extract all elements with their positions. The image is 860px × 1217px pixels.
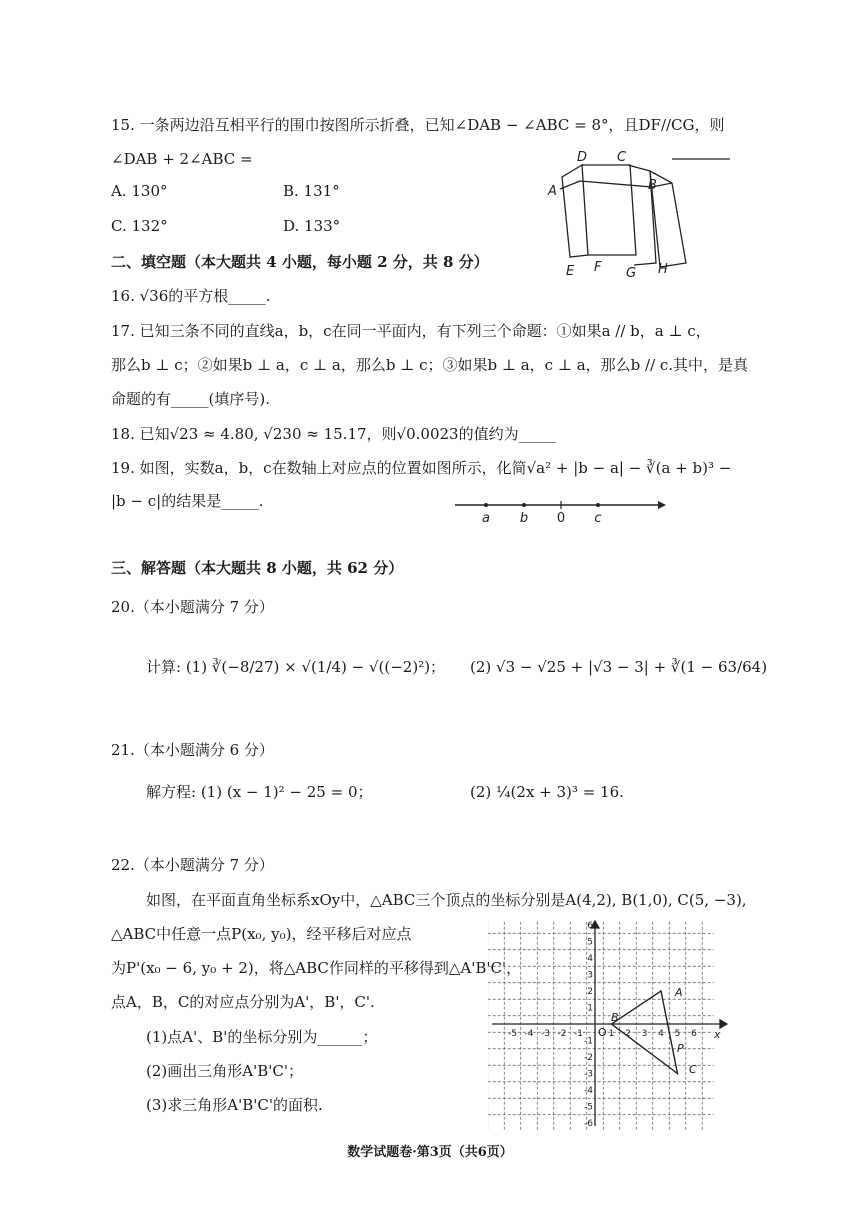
q15-option-d: D. 133° [283, 217, 341, 235]
x-tick-label: 2 [625, 1029, 631, 1039]
y-tick-label: -2 [584, 1053, 593, 1063]
scarf-label-f: F [594, 260, 602, 275]
x-tick-label: 4 [658, 1029, 664, 1039]
q22-line3: 为P'(x₀ − 6, y₀ + 2)，将△ABC作同样的平移得到△A'B'C'， [111, 959, 522, 977]
scarf-label-b: B [648, 178, 657, 193]
y-tick-label: -6 [584, 1119, 593, 1129]
y-tick-label: -4 [584, 1086, 593, 1096]
q22-line2: △ABC中任意一点P(x₀, y₀)，经平移后对应点 [111, 925, 412, 943]
q22-line1: 如图，在平面直角坐标系xOy中，△ABC三个顶点的坐标分别是A(4,2), B(1,0), C(5, −3), [146, 891, 747, 909]
y-tick-label: 5 [587, 937, 593, 948]
q19-line2: |b − c|的结果是_____. [111, 492, 264, 510]
x-tick-label: 3 [641, 1029, 648, 1039]
number-line-label-a: a [482, 511, 490, 526]
scarf-label-c: C [617, 150, 627, 165]
q22-line4: 点A，B，C的对应点分别为A'，B'，C'. [111, 993, 375, 1011]
vertex-label-b: B [611, 1011, 619, 1024]
q21-title: 21.（本小题满分 6 分） [111, 741, 274, 759]
q17-line2: 那么b ⊥ c；②如果b ⊥ a，c ⊥ a，那么b ⊥ c；③如果b ⊥ a，c ⊥ a，那么b // c.其中，是真 [111, 356, 749, 374]
x-tick-label: -2 [557, 1029, 567, 1039]
q17-line1: 17. 已知三条不同的直线a，b，c在同一平面内，有下列三个命题：①如果a // b，a ⊥ c， [111, 322, 711, 340]
x-tick-label: 1 [608, 1029, 615, 1039]
x-axis-label: x [714, 1028, 721, 1041]
q22-sub3: (3)求三角形A'B'C'的面积. [146, 1096, 323, 1114]
number-line-figure [450, 495, 670, 531]
q20-part2: (2) √3 − √25 + |√3 − 3| + ∛(1 − 63/64) [470, 658, 768, 676]
x-tick-label: -3 [541, 1029, 550, 1039]
y-tick-label: 4 [587, 954, 593, 964]
y-tick-label: -5 [584, 1102, 593, 1113]
q15-line1: 15. 一条两边沿互相平行的围巾按图所示折叠，已知∠DAB − ∠ABC = 8°，且DF//CG，则 [111, 116, 725, 134]
scarf-fold-figure [540, 145, 740, 280]
q15-option-b: B. 131° [283, 182, 340, 200]
number-line-label-zero: 0 [556, 511, 566, 526]
q22-sub2: (2)画出三角形A'B'C'； [146, 1062, 303, 1080]
q15-option-c: C. 132° [111, 217, 168, 235]
coordinate-grid-figure [488, 920, 728, 1130]
q16-text: 16. √36的平方根_____. [111, 287, 271, 305]
section3-heading: 三、解答题（本大题共 8 小题，共 62 分） [111, 559, 404, 577]
y-tick-label: 3 [587, 970, 593, 981]
y-tick-label: 2 [587, 987, 593, 997]
q17-line3: 命题的有_____(填序号). [111, 390, 270, 408]
number-line-label-b: b [519, 511, 529, 526]
x-tick-label: 5 [674, 1029, 681, 1039]
section2-heading: 二、填空题（本大题共 4 小题，每小题 2 分，共 8 分） [111, 253, 489, 271]
x-axis-arrow [720, 1020, 727, 1028]
x-tick-label: -1 [574, 1029, 583, 1039]
y-tick-label: -1 [584, 1036, 593, 1047]
number-line-label-c: c [594, 511, 602, 526]
x-tick-label: -5 [508, 1029, 517, 1039]
y-tick-label: 6 [587, 921, 593, 931]
y-tick-label: -3 [584, 1069, 593, 1080]
scarf-label-g: G [626, 266, 637, 280]
q22-title: 22.（本小题满分 7 分） [111, 856, 274, 874]
q19-line1: 19. 如图，实数a，b，c在数轴上对应点的位置如图所示，化简√a² + |b − a| − ∛(a + b)³ − [111, 459, 732, 477]
vertex-label-a: A [675, 986, 683, 999]
x-tick-label: 6 [691, 1029, 697, 1039]
origin-label: O [598, 1026, 607, 1039]
q15-line2: ∠DAB + 2∠ABC = [111, 150, 253, 168]
scarf-label-a: A [548, 184, 557, 199]
scarf-label-h: H [658, 262, 668, 277]
q22-sub1: (1)点A'、B'的坐标分别为______； [146, 1028, 378, 1046]
q20-part1: 计算: (1) ∛(−8/27) × √(1/4) − √((−2)²)； [146, 658, 446, 676]
q18-text: 18. 已知√23 ≈ 4.80, √230 ≈ 15.17，则√0.0023的值约为_____ [111, 425, 557, 443]
q21-part1: 解方程: (1) (x − 1)² − 25 = 0； [146, 783, 373, 801]
vertex-label-c: C [689, 1063, 697, 1076]
q20-title: 20.（本小题满分 7 分） [111, 598, 274, 616]
scarf-label-e: E [566, 264, 575, 279]
point-label-p: P [677, 1042, 684, 1055]
q15-option-a: A. 130° [111, 182, 168, 200]
x-tick-label: -4 [524, 1029, 534, 1039]
y-tick-label: 1 [587, 1003, 593, 1014]
q21-part2: (2) ¼(2x + 3)³ = 16. [470, 783, 624, 801]
page-footer: 数学试题卷·第3页（共6页） [347, 1145, 513, 1160]
scarf-label-d: D [577, 150, 588, 165]
